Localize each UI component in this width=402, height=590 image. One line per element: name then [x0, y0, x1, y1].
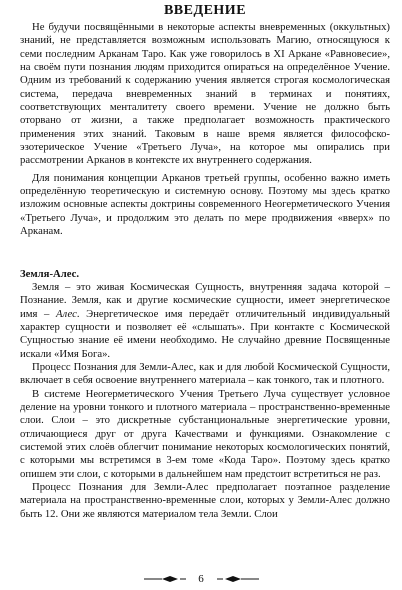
chapter-title: ВВЕДЕНИЕ	[163, 3, 247, 18]
intro-paragraph-1: Не будучи посвящёнными в некоторые аспекты вневременных (оккультных) знаний, не представляется возможным использовать Магию, относящуюся к семи последним Арканам Таро. Как уже говорилось в XI Аркане «Равновесие», на своём пути познания людям приходится опираться на определённое Учение. Одним из требований к содержанию учения является строгая космологическая система, передача вневременных знаний в терминах и понятиях, соответствующих менталитету своего времени. Учение не должно быть оторвано от жизни, а также предполагает возможность практического применения этих знаний. Таковым в наше время является философско-эзотерическое Учение «Третьего Луча», на которое мы опирались при рассмотрении Арканов в контексте их внутреннего содержания.	[20, 21, 390, 167]
page-number: 6	[198, 573, 204, 586]
page-footer	[0, 572, 402, 586]
section-paragraph-3: В системе Неогерметического Учения Третьего Луча существует условное деление на уровни тонкого и плотного материала – пространственно-временные слои. Слои – это дискретные субстанциональные энергетические уровни, отличающиеся друг от друга Качествами и функциями. Ознакомление с системой этих слоёв облегчит понимание некоторых космологических понятий, с которыми мы встретимся в 3-ем томе «Кода Таро». Поэтому здесь кратко опишем эти слои, с которыми в дальнейшем нам предстоит встретиться не раз.	[20, 387, 390, 480]
section-paragraph-1	[20, 281, 390, 361]
right-ornament-icon	[215, 575, 261, 583]
section-paragraph-1-start: Земля – это живая Космическая Сущность, внутренняя задача которой – Познание. Земля, как и другие космические сущности, имеет энергетическое имя –	[20, 280, 390, 320]
section-heading: Земля-Алес.	[20, 267, 80, 280]
energy-name: Алес	[56, 307, 77, 320]
section-paragraph-1-end: . Энергетическое имя передаёт отличительный индивидуальный характер сущности и позволяет её «слышать». При контакте с Космической Сущностью знание её имени необходимо. Не случайно древние Посвященные искали «Имя Бога».	[20, 307, 390, 360]
left-ornament-icon	[142, 575, 188, 583]
section-paragraph-2: Процесс Познания для Земли-Алес, как и для любой Космической Сущности, включает в себя освоение внутреннего материала – как тонкого, так и плотного.	[20, 360, 390, 387]
section-paragraph-4: Процесс Познания для Земли-Алес предполагает поэтапное разделение материала на пространственно-временные слои, которых у Земли-Алес должно быть 12. Они же являются материалом тела Земли. Слои	[20, 481, 390, 520]
intro-paragraph-2: Для понимания концепции Арканов третьей группы, особенно важно иметь определённую теоретическую и системную основу. Поэтому мы здесь кратко изложим основные аспекты доктрины современного Неогерметического Учения «Третьего Луча», и продолжим это делать по мере продвижения «вверх» по Арканам.	[20, 171, 390, 238]
page-body	[20, 2, 390, 521]
